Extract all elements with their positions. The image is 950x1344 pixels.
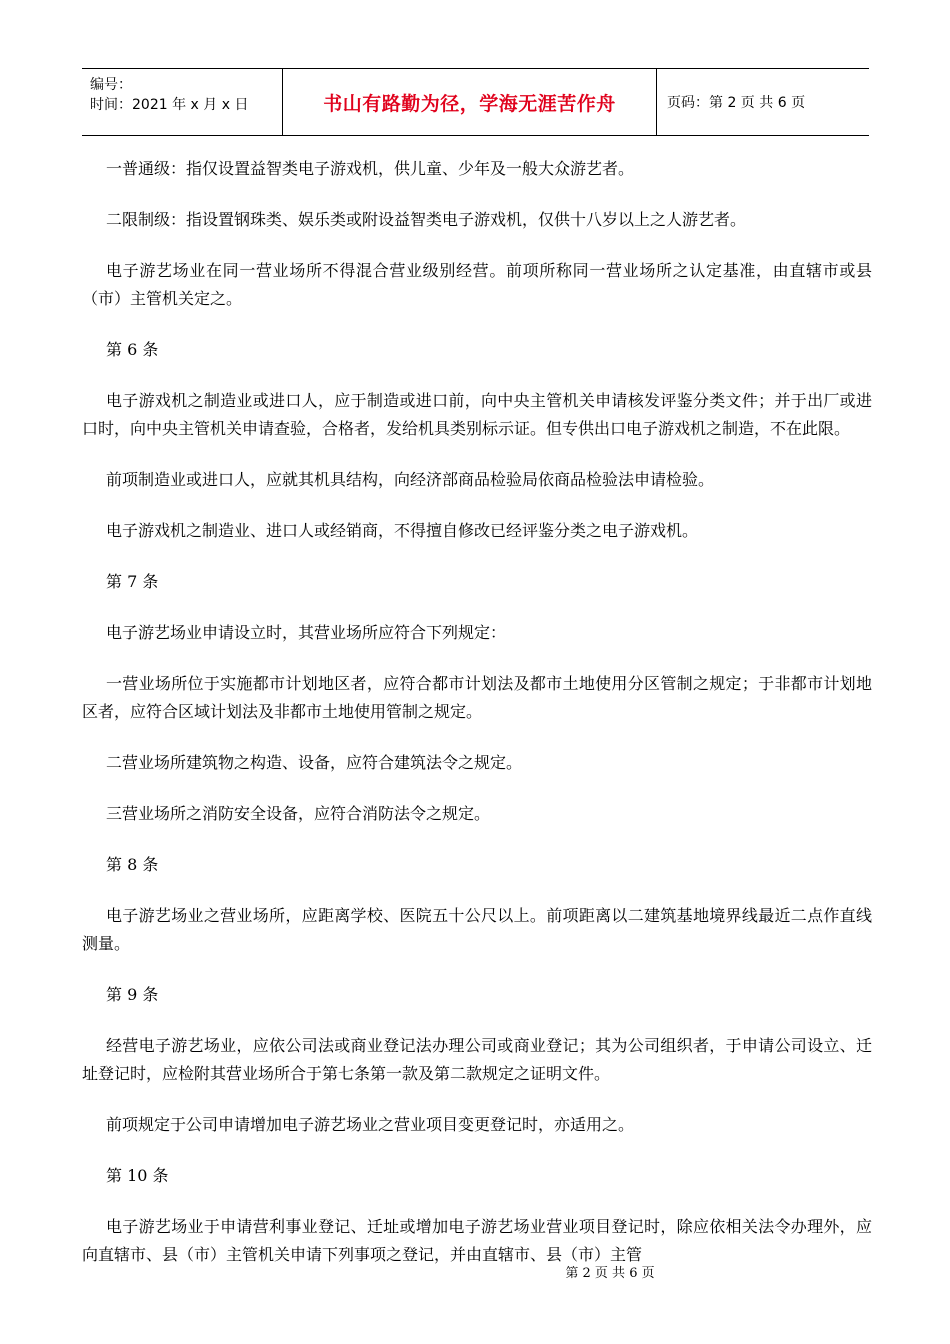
paragraph: 电子游艺场业之营业场所，应距离学校、医院五十公尺以上。前项距离以二建筑基地境界线最近二点作直线测量。 [82, 906, 872, 953]
paragraph: 二限制级：指设置钢珠类、娱乐类或附设益智类电子游戏机，仅供十八岁以上之人游艺者。 [106, 210, 747, 229]
paragraph: 一普通级：指仅设置益智类电子游戏机，供儿童、少年及一般大众游艺者。 [106, 159, 635, 178]
paragraph: 电子游戏机之制造业、进口人或经销商，不得擅自修改已经评鉴分类之电子游戏机。 [106, 521, 699, 540]
page-footer: 第 2 页 共 6 页 [565, 1266, 655, 1281]
paragraph: 前项制造业或进口人，应就其机具结构，向经济部商品检验局依商品检验法申请检验。 [106, 470, 715, 489]
document-number: 编号： [90, 77, 132, 93]
article-heading: 第 7 条 [106, 572, 159, 591]
document-date: 时间：2021 年 x 月 x 日 [90, 97, 249, 113]
header-meta [82, 69, 282, 135]
paragraph: 电子游艺场业申请设立时，其营业场所应符合下列规定： [106, 623, 507, 642]
header-table [82, 68, 869, 136]
article-heading: 第 6 条 [106, 340, 159, 359]
paragraph: 电子游戏机之制造业或进口人，应于制造或进口前，向中央主管机关申请核发评鉴分类文件；并于出厂或进口时，向中央主管机关申请查验，合格者，发给机具类别标示证。但专供出口电子游戏机之制造，不在此限。 [82, 391, 872, 438]
header-motto: 书山有路勤为径，学海无涯苦作舟 [282, 69, 657, 135]
paragraph: 三营业场所之消防安全设备，应符合消防法令之规定。 [106, 804, 491, 823]
article-heading: 第 9 条 [106, 985, 159, 1004]
paragraph: 电子游艺场业于申请营利事业登记、迁址或增加电子游艺场业营业项目登记时，除应依相关法令办理外，应向直辖市、县（市）主管机关申请下列事项之登记，并由直辖市、县（市）主管 [82, 1217, 872, 1264]
paragraph: 一营业场所位于实施都市计划地区者，应符合都市计划法及都市土地使用分区管制之规定；于非都市计划地区者，应符合区域计划法及非都市土地使用管制之规定。 [82, 674, 872, 721]
document-body [82, 155, 872, 1292]
article-heading: 第 8 条 [106, 855, 159, 874]
paragraph: 电子游艺场业在同一营业场所不得混合营业级别经营。前项所称同一营业场所之认定基准，由直辖市或县（市）主管机关定之。 [82, 261, 872, 308]
article-heading: 第 10 条 [106, 1166, 169, 1185]
paragraph: 经营电子游艺场业，应依公司法或商业登记法办理公司或商业登记；其为公司组织者，于申请公司设立、迁址登记时，应检附其营业场所合于第七条第一款及第二款规定之证明文件。 [82, 1036, 872, 1083]
paragraph: 前项规定于公司申请增加电子游艺场业之营业项目变更登记时，亦适用之。 [106, 1115, 635, 1134]
paragraph: 二营业场所建筑物之构造、设备，应符合建筑法令之规定。 [106, 753, 523, 772]
header-page-number: 页码：第 2 页 共 6 页 [667, 95, 806, 111]
